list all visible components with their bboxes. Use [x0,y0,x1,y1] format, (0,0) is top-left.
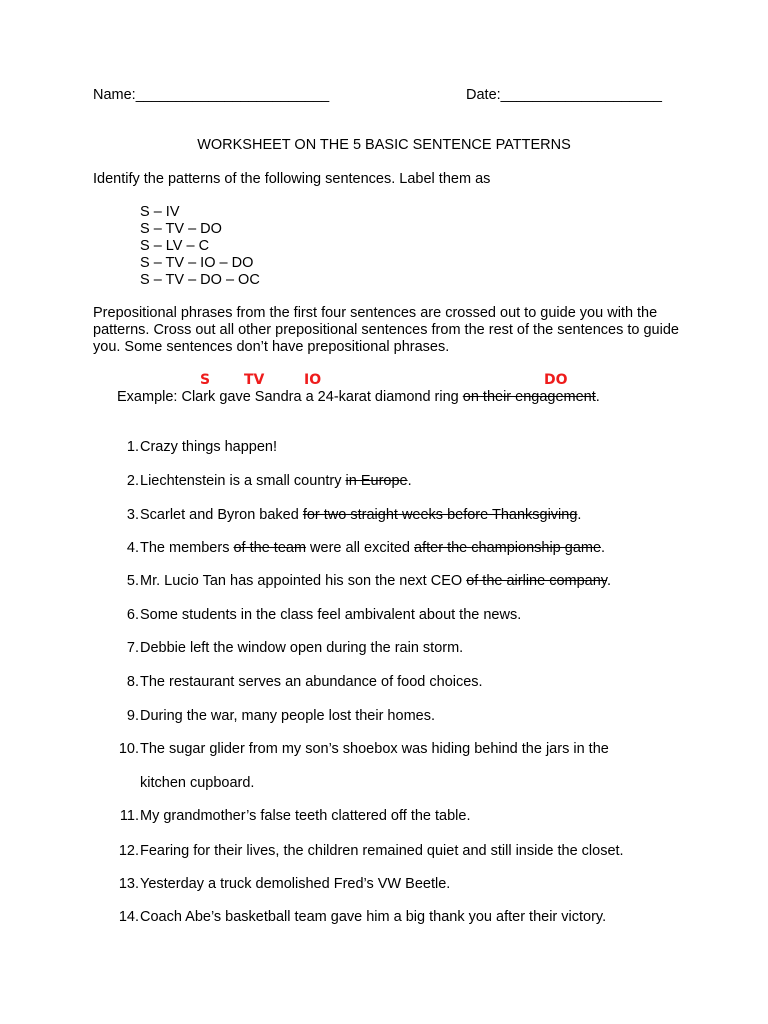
example-struck-phrase: on their engagement [462,389,596,405]
label-transitive-verb: TV [244,372,265,388]
example-text: Example: Clark gave Sandra a 24-karat diamond ring [117,389,463,405]
struck-phrase: in Europe [345,473,408,489]
pattern-item: S – IV [140,204,180,220]
item-text: Crazy things happen! [140,439,278,455]
pattern-item: S – LV – C [140,238,210,254]
instruction-text: Identify the patterns of the following sentences. Label them as [93,171,491,187]
item-number: 10. [118,741,139,757]
item-text: kitchen cupboard. [140,775,255,791]
pattern-list [140,204,260,289]
text-segment: . [407,473,412,489]
example-sentence [117,389,600,405]
item-text: Some students in the class feel ambivalent about the news. [140,607,522,623]
worksheet-title: WORKSHEET ON THE 5 BASIC SENTENCE PATTERNS [197,137,571,153]
item-text: Yesterday a truck demolished Fred’s VW Beetle. [140,876,451,892]
date-field-label: Date:____________________ [466,87,662,103]
pattern-item: S – TV – DO – OC [140,272,260,288]
item-number: 6. [126,607,139,623]
item-text [140,540,605,556]
item-text: Fearing for their lives, the children remained quiet and still inside the closet. [140,843,624,859]
struck-phrase: of the team [233,540,307,556]
item-number: 5. [126,573,139,589]
item-number: 9. [126,708,139,724]
text-segment: were all excited [306,540,415,556]
item-text: The restaurant serves an abundance of food choices. [140,674,483,690]
prepositional-note: Prepositional phrases from the first four sentences are crossed out to guide you with the patterns. Cross out all other prepositional sentences from the rest of the sentences to guide you. Some sentences don’t have prepositional phrases. [93,305,679,355]
item-number: 1. [126,439,139,455]
text-segment: Liechtenstein is a small country [140,473,346,489]
item-number: 2. [126,473,139,489]
item-number: 13. [118,876,139,892]
label-indirect-object: IO [304,372,322,388]
pattern-item: S – TV – DO [140,221,222,237]
label-direct-object: DO [544,372,568,388]
text-segment: . [577,507,582,523]
example-period: . [595,389,600,405]
item-number: 8. [126,674,139,690]
name-field-label: Name:________________________ [93,87,330,103]
text-segment: . [601,540,606,556]
item-text: Coach Abe’s basketball team gave him a big thank you after their victory. [140,909,607,925]
item-text: The sugar glider from my son’s shoebox was hiding behind the jars in the [140,741,609,757]
item-text: My grandmother’s false teeth clattered off the table. [140,808,471,824]
item-number: 7. [126,640,139,656]
struck-phrase: of the airline company [466,573,607,589]
text-segment: Mr. Lucio Tan has appointed his son the next CEO [140,573,467,589]
item-text [140,507,581,523]
text-segment: Scarlet and Byron baked [140,507,303,523]
item-number: 14. [118,909,139,925]
text-segment: . [606,573,611,589]
text-segment: The members [140,540,234,556]
pattern-item: S – TV – IO – DO [140,255,254,271]
item-number: 11. [119,808,139,824]
struck-phrase: after the championship game [414,540,602,556]
item-text [140,573,611,589]
struck-phrase: for two straight weeks before Thanksgiving [302,507,578,523]
item-text: During the war, many people lost their homes. [140,708,435,724]
item-number: 4. [126,540,139,556]
item-text: Debbie left the window open during the rain storm. [140,640,464,656]
item-text [140,473,412,489]
label-subject: S [200,372,211,388]
item-number: 3. [126,507,139,523]
item-number: 12. [118,843,139,859]
